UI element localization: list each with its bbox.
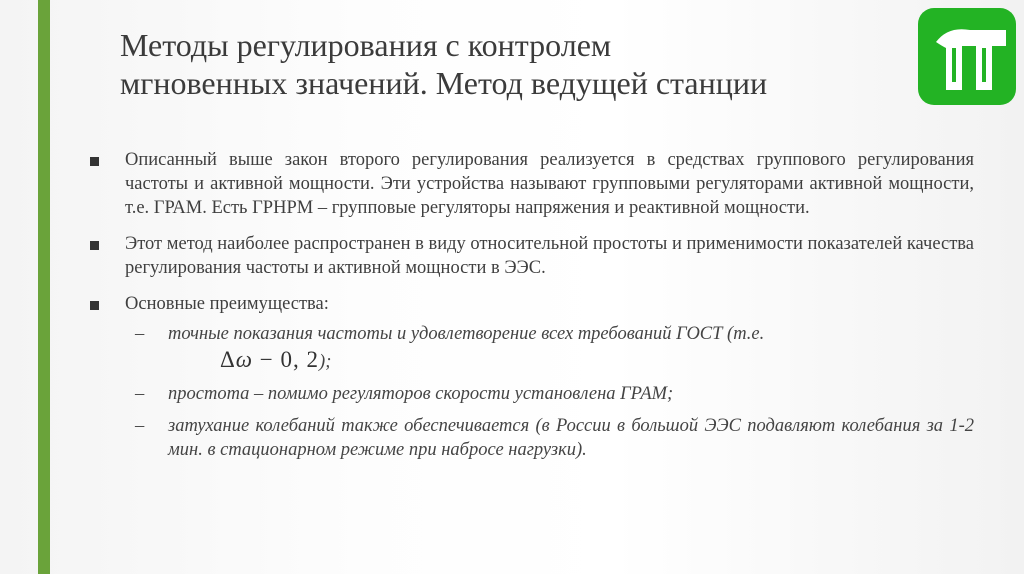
bullet-item (90, 292, 974, 316)
square-bullet-icon (90, 301, 99, 310)
slide-title-line-1: Методы регулирования с контролем (120, 27, 612, 63)
square-bullet-icon (90, 157, 99, 166)
slide-title (120, 26, 910, 102)
slide-title-line-2: мгновенных значений. Метод ведущей станции (120, 65, 768, 101)
dash-marker: – (135, 324, 145, 344)
square-bullet-icon (90, 241, 99, 250)
sub-item (90, 414, 974, 462)
sub-item (90, 322, 974, 374)
bullet-text: Этот метод наиболее распространен в виду относительной простоты и применимости показателей качества регулирования частоты и активной мощности в ЭЭС. (125, 234, 975, 278)
sub-item-text: точные показания частоты и удовлетворение всех требований ГОСТ (т.е. (168, 324, 765, 344)
formula-omega: ω (235, 347, 254, 372)
formula-delta: Δ (220, 347, 236, 372)
accent-side-bar (38, 0, 50, 574)
sub-item-text: простота – помимо регуляторов скорости установлена ГРАМ; (168, 384, 674, 404)
formula (168, 346, 319, 374)
sub-item (90, 382, 974, 406)
sub-item-text: затухание колебаний также обеспечивается (в России в большой ЭЭС подавляют колебания за 1-2 мин. в стационарном режиме при набросе нагрузки). (168, 416, 974, 460)
bullet-text: Основные преимущества: (125, 294, 329, 314)
pi-logo-icon (918, 8, 1016, 105)
formula-value: − 0, 2 (253, 347, 320, 372)
bullet-text: Описанный выше закон второго регулирования реализуется в средствах группового регулирования частоты и активной мощности. Эти устройства называют групповыми регуляторами активной мощности, т.е. ГРАМ. Есть ГРНРМ – групповые регуляторы напряжения и реактивной мощности. (125, 150, 974, 218)
sub-item-tail: ); (319, 352, 332, 372)
dash-marker: – (135, 384, 145, 404)
dash-marker: – (135, 416, 145, 436)
bullet-item (90, 148, 974, 220)
slide-content (90, 148, 974, 470)
bullet-item (90, 232, 974, 280)
